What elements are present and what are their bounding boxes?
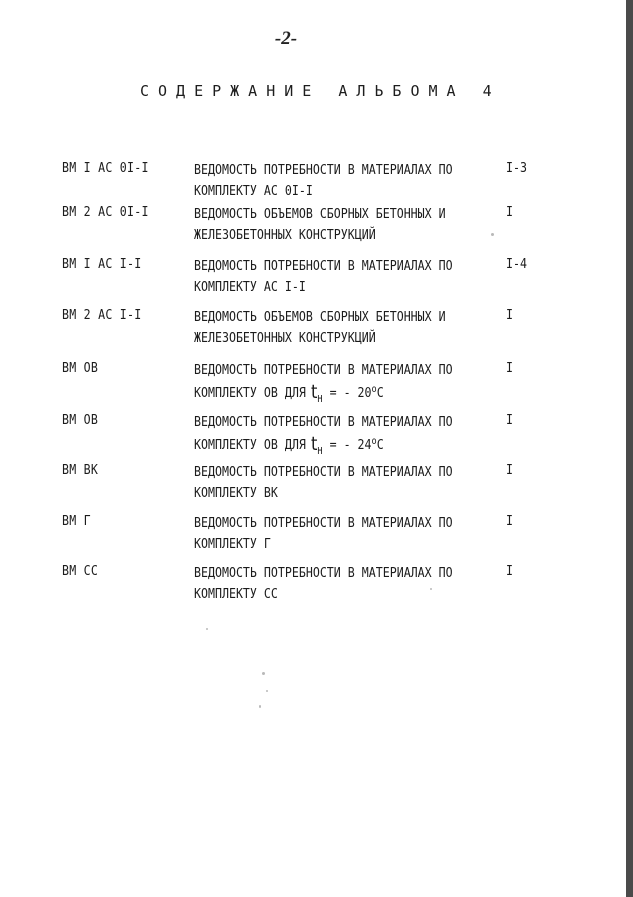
entry-description-line: КОМПЛЕКТУ СС [194, 586, 278, 602]
entry-sheets: I-3 [506, 160, 527, 176]
scan-speck [259, 705, 261, 708]
album-contents-title: СОДЕРЖАНИЕ АЛЬБОМА 4 [140, 82, 501, 100]
entry-sheets: I-4 [506, 256, 527, 272]
scan-edge [626, 0, 633, 897]
entry-description-line: КОМПЛЕКТУ АС 0I-I [194, 183, 313, 199]
scan-speck [491, 233, 494, 236]
entry-description [194, 256, 452, 298]
temperature-unit: C [376, 437, 384, 453]
entry-description [194, 412, 452, 457]
entry-description [194, 462, 452, 504]
entry-description [194, 204, 452, 246]
entry-description-line-temperature [194, 381, 452, 405]
entry-sheets: I [506, 412, 514, 428]
temperature-unit: C [376, 385, 384, 401]
entry-description-line-temperature [194, 433, 452, 457]
scan-speck [262, 672, 265, 675]
contents-entry [0, 412, 633, 456]
entry-description [194, 513, 452, 555]
entry-code: ВМ ОВ [62, 360, 99, 376]
entry-description [194, 160, 452, 202]
entry-sheets: I [506, 563, 514, 579]
page-number: -2- [274, 28, 298, 49]
scan-speck [206, 628, 208, 630]
entry-description-line: КОМПЛЕКТУ Г [194, 536, 271, 552]
entry-sheets: I [506, 204, 514, 220]
entry-code: ВМ СС [62, 563, 99, 579]
temperature-symbol: t [311, 381, 318, 403]
degree-sign: o [371, 436, 377, 447]
entry-description-text: КОМПЛЕКТУ ОВ ДЛЯ [194, 437, 306, 453]
entry-description [194, 360, 452, 405]
entry-description-line: ВЕДОМОСТЬ ОБЪЕМОВ СБОРНЫХ БЕТОННЫХ И [194, 309, 446, 325]
contents-entry [0, 462, 633, 506]
entry-description-line: ВЕДОМОСТЬ ПОТРЕБНОСТИ В МАТЕРИАЛАХ ПО [194, 362, 453, 378]
contents-entry [0, 360, 633, 404]
entry-description-line: ВЕДОМОСТЬ ПОТРЕБНОСТИ В МАТЕРИАЛАХ ПО [194, 258, 453, 274]
entry-code: ВМ 2 АС I-I [62, 307, 142, 323]
entry-description-line: ВЕДОМОСТЬ ПОТРЕБНОСТИ В МАТЕРИАЛАХ ПО [194, 464, 453, 480]
entry-sheets: I [506, 462, 514, 478]
entry-description-line: ЖЕЛЕЗОБЕТОННЫХ КОНСТРУКЦИЙ [194, 330, 376, 346]
entry-code: ВМ I АС I-I [62, 256, 142, 272]
entry-code: ВМ Г [62, 513, 91, 529]
contents-entry [0, 204, 633, 248]
entry-code: ВМ ВК [62, 462, 99, 478]
entry-description-line: ВЕДОМОСТЬ ПОТРЕБНОСТИ В МАТЕРИАЛАХ ПО [194, 162, 453, 178]
entry-code: ВМ 2 АС 0I-I [62, 204, 149, 220]
degree-sign: o [371, 384, 377, 395]
temperature-subscript: Н [317, 446, 323, 457]
entry-description-line: ВЕДОМОСТЬ ПОТРЕБНОСТИ В МАТЕРИАЛАХ ПО [194, 565, 453, 581]
entry-description [194, 307, 452, 349]
entry-description-line: ВЕДОМОСТЬ ПОТРЕБНОСТИ В МАТЕРИАЛАХ ПО [194, 515, 453, 531]
entry-code: ВМ I АС 0I-I [62, 160, 149, 176]
entry-description-text: КОМПЛЕКТУ ОВ ДЛЯ [194, 385, 306, 401]
contents-entry [0, 307, 633, 351]
entry-description-line: КОМПЛЕКТУ АС I-I [194, 279, 306, 295]
entry-description-line: ЖЕЛЕЗОБЕТОННЫХ КОНСТРУКЦИЙ [194, 227, 376, 243]
scan-speck [430, 588, 432, 590]
entry-description-line: ВЕДОМОСТЬ ОБЪЕМОВ СБОРНЫХ БЕТОННЫХ И [194, 206, 446, 222]
entry-code: ВМ ОВ [62, 412, 99, 428]
entry-description-line: ВЕДОМОСТЬ ПОТРЕБНОСТИ В МАТЕРИАЛАХ ПО [194, 414, 453, 430]
contents-entry [0, 563, 633, 607]
temperature-symbol: t [311, 433, 318, 455]
scan-speck [266, 690, 268, 692]
entry-description-line: КОМПЛЕКТУ ВК [194, 485, 278, 501]
temperature-value: = - 20 [329, 385, 372, 401]
entry-description [194, 563, 452, 605]
contents-entry [0, 513, 633, 557]
temperature-subscript: Н [317, 394, 323, 405]
entry-sheets: I [506, 307, 514, 323]
entry-sheets: I [506, 360, 514, 376]
entry-sheets: I [506, 513, 514, 529]
temperature-value: = - 24 [329, 437, 372, 453]
contents-entry [0, 160, 633, 204]
contents-entry [0, 256, 633, 300]
